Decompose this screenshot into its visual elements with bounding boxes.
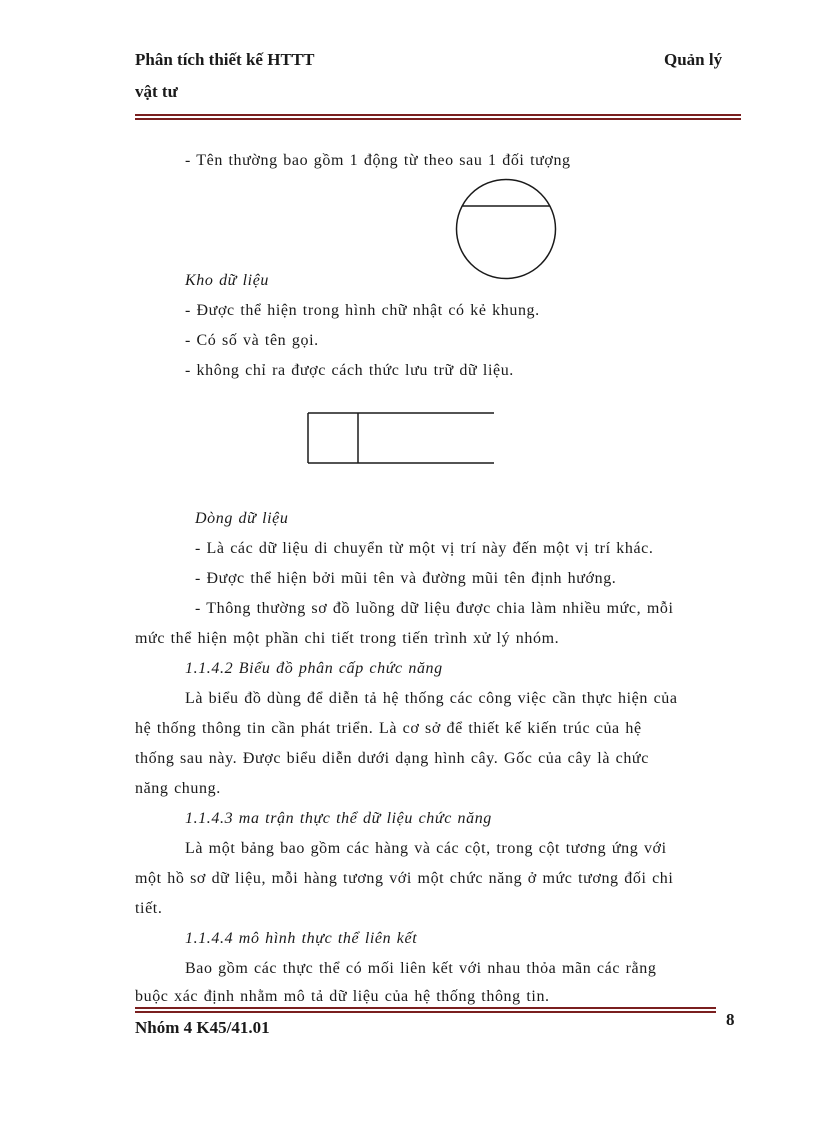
datastore-bullet: - Có số và tên gọi. [185,332,319,349]
datastore-bullet: - không chỉ ra được cách thức lưu trữ dữ liệu. [185,362,514,379]
process-note: - Tên thường bao gồm 1 động từ theo sau 1 đối tượng [185,152,571,169]
dataflow-heading: Dòng dữ liệu [195,510,289,527]
paragraph-line: năng chung. [135,780,221,797]
datastore-heading: Kho dữ liệu [185,272,269,289]
header-rule-bottom [135,118,741,120]
dataflow-continuation: mức thể hiện một phần chi tiết trong tiến trình xử lý nhóm. [135,630,560,647]
paragraph-line: một hồ sơ dữ liệu, mỗi hàng tương với một chức năng ở mức tương đối chi [135,870,674,887]
process-symbol-diagram [455,178,557,280]
header-title-right: Quản lý [664,50,723,69]
paragraph-line: thống sau này. Được biểu diễn dưới dạng hình cây. Gốc của cây là chức [135,750,649,767]
footer-rule-bottom [135,1011,716,1013]
header-subtitle: vật tư [135,82,178,101]
dataflow-bullet: - Là các dữ liệu di chuyển từ một vị trí này đến một vị trí khác. [195,540,654,557]
footer-group: Nhóm 4 K45/41.01 [135,1018,270,1037]
paragraph-line: Là biểu đồ dùng để diễn tả hệ thống các công việc cần thực hiện của [185,690,678,707]
dataflow-bullet: - Thông thường sơ đồ luồng dữ liệu được chia làm nhiều mức, mỗi [195,600,674,617]
section-heading-1144: 1.1.4.4 mô hình thực thể liên kết [185,930,418,947]
paragraph-line: tiết. [135,900,163,917]
section-heading-1142: 1.1.4.2 Biểu đồ phân cấp chức năng [185,660,443,677]
page-number: 8 [726,1010,735,1029]
header-title: Phân tích thiết kế HTTT [135,50,315,69]
paragraph-line: buộc xác định nhằm mô tả dữ liệu của hệ thống thông tin. [135,988,550,1005]
paragraph-line: hệ thống thông tin cần phát triển. Là cơ sở để thiết kế kiến trúc của hệ [135,720,642,737]
header-rule-top [135,114,741,116]
process-circle [457,180,556,279]
paragraph-line: Là một bảng bao gồm các hàng và các cột, trong cột tương ứng với [185,840,667,857]
footer-rule-top [135,1007,716,1009]
paragraph-line: Bao gồm các thực thể có mối liên kết với nhau thỏa mãn các rằng [185,960,657,977]
datastore-bullet: - Được thể hiện trong hình chữ nhật có kẻ khung. [185,302,540,319]
dataflow-bullet: - Được thể hiện bởi mũi tên và đường mũi tên định hướng. [195,570,617,587]
section-heading-1143: 1.1.4.3 ma trận thực thể dữ liệu chức năng [185,810,492,827]
datastore-symbol-diagram [307,412,497,466]
